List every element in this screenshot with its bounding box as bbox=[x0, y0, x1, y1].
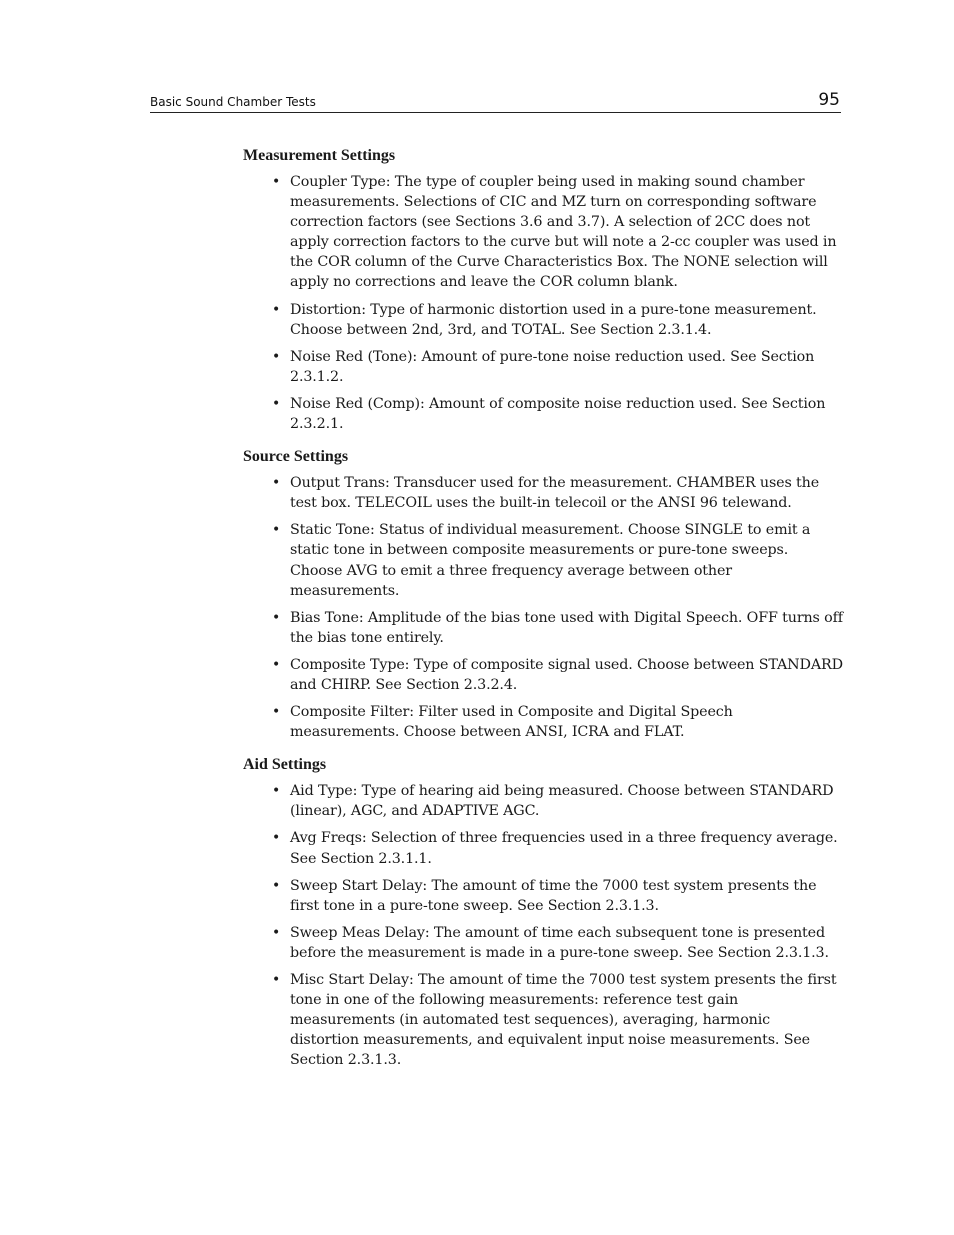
aid-settings-section bbox=[243, 755, 843, 1070]
bullet-icon: • bbox=[272, 301, 281, 318]
bullet-icon: • bbox=[272, 609, 281, 626]
list-item-text: Noise Red (Comp): Amount of composite noise reduction used. See Section 2.3.2.1. bbox=[290, 395, 826, 433]
list-item-text: Coupler Type: The type of coupler being used in making sound chamber measurements. Selections of CIC and MZ turn on corresponding software correction factors (see Sections 3.6 and 3.7). A selection of 2CC does not apply correction factors to the curve but will note a 2-cc coupler was used in the COR column of the Curve Characteristics Box. The NONE selection will apply no corrections and leave the COR column blank. bbox=[290, 174, 837, 291]
list-item bbox=[243, 781, 843, 821]
list-item bbox=[243, 655, 843, 695]
bullet-list bbox=[243, 473, 843, 742]
bullet-icon: • bbox=[272, 924, 281, 941]
bullet-icon: • bbox=[272, 174, 281, 190]
list-item bbox=[243, 172, 843, 293]
bullet-icon: • bbox=[272, 656, 281, 673]
bullet-icon: • bbox=[272, 348, 281, 365]
bullet-icon: • bbox=[272, 395, 281, 412]
page-number: 95 bbox=[818, 90, 840, 110]
list-item bbox=[243, 702, 843, 742]
list-item bbox=[243, 608, 843, 648]
section-heading: Aid Settings bbox=[243, 756, 327, 774]
list-item-text: Composite Filter: Filter used in Composite and Digital Speech measurements. Choose between ANSI, ICRA and FLAT. bbox=[290, 704, 733, 741]
list-item bbox=[243, 300, 843, 340]
list-item-text: Composite Type: Type of composite signal used. Choose between STANDARD and CHIRP. See Section 2.3.2.4. bbox=[290, 656, 843, 693]
bullet-icon: • bbox=[272, 830, 281, 847]
running-header bbox=[150, 88, 841, 113]
list-item-text: Misc Start Delay: The amount of time the 7000 test system presents the first tone in one of the following measurements: reference test gain measurements (in automated test sequences), averaging, harmonic distortion measurements, and equivalent input noise measurements. See Section 2.3.1.3. bbox=[290, 972, 837, 1069]
bullet-icon: • bbox=[272, 972, 281, 988]
list-item bbox=[243, 828, 843, 868]
list-item bbox=[243, 473, 843, 513]
list-item bbox=[243, 394, 843, 434]
list-item-text: Bias Tone: Amplitude of the bias tone used with Digital Speech. OFF turns off the bias tone entirely. bbox=[290, 609, 843, 646]
bullet-icon: • bbox=[272, 522, 281, 539]
list-item-text: Sweep Start Delay: The amount of time the 7000 test system presents the first tone in a pure-tone sweep. See Section 2.3.1.3. bbox=[290, 877, 817, 914]
list-item-text: Sweep Meas Delay: The amount of time each subsequent tone is presented before the measurement is made in a pure-tone sweep. See Section 2.3.1.3. bbox=[290, 924, 829, 961]
bullet-icon: • bbox=[272, 704, 281, 721]
source-settings-section bbox=[243, 447, 843, 742]
list-item bbox=[243, 520, 843, 600]
running-title: Basic Sound Chamber Tests bbox=[150, 95, 316, 109]
list-item bbox=[243, 347, 843, 387]
list-item bbox=[243, 970, 843, 1070]
list-item-text: Noise Red (Tone): Amount of pure-tone noise reduction used. See Section 2.3.1.2. bbox=[290, 348, 815, 385]
list-item-text: Aid Type: Type of hearing aid being measured. Choose between STANDARD (linear), AGC, and ADAPTIVE AGC. bbox=[290, 783, 834, 820]
list-item-text: Avg Freqs: Selection of three frequencies used in a three frequency average. See Section 2.3.1.1. bbox=[290, 830, 838, 867]
list-item-text: Distortion: Type of harmonic distortion used in a pure-tone measurement. Choose between 2nd, 3rd, and TOTAL. See Section 2.3.1.4. bbox=[290, 301, 817, 338]
page-body bbox=[243, 146, 843, 1083]
list-item-text: Static Tone: Status of individual measurement. Choose SINGLE to emit a static tone in between composite measurements or pure-tone sweeps. Choose AVG to emit a three frequency average between other measurements. bbox=[290, 522, 811, 599]
bullet-icon: • bbox=[272, 475, 281, 492]
measurement-settings-section bbox=[243, 146, 843, 434]
bullet-icon: • bbox=[272, 877, 281, 894]
bullet-list bbox=[243, 172, 843, 434]
section-heading: Measurement Settings bbox=[243, 147, 396, 164]
list-item bbox=[243, 923, 843, 963]
bullet-icon: • bbox=[272, 783, 281, 800]
section-heading: Source Settings bbox=[243, 448, 349, 466]
list-item-text: Output Trans: Transducer used for the measurement. CHAMBER uses the test box. TELECOIL uses the built-in telecoil or the ANSI 96 telewand. bbox=[290, 475, 820, 512]
bullet-list bbox=[243, 781, 843, 1070]
list-item bbox=[243, 876, 843, 916]
